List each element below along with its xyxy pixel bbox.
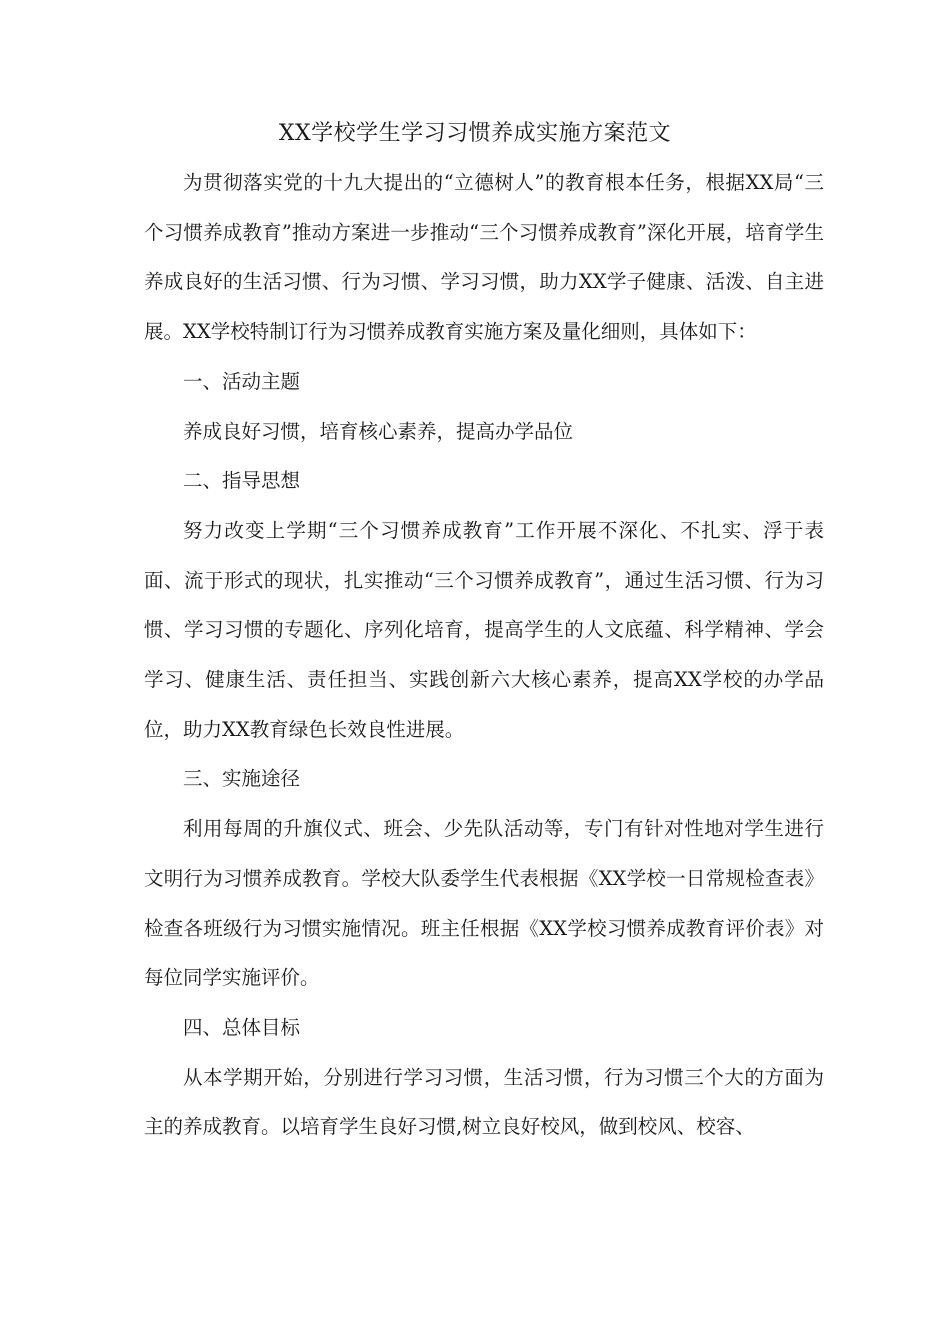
heading-implementation: 三、实施途径 [183, 767, 301, 791]
heading-guiding-thought: 二、指导思想 [183, 469, 301, 493]
heading-overall-goal: 四、总体目标 [183, 1015, 301, 1039]
paragraph-implementation: 利用每周的升旗仪式、班会、少先队活动等，专门有针对性地对学生进行文明行为习惯养成教育。学校大队委学生代表根据《XX学校一日常规检查表》检查各班级行为习惯实施情况。班主任根据《XX学校习惯养成教育评价表》对每位同学实施评价。 [144, 817, 824, 990]
document-body [144, 158, 824, 1152]
paragraph-activity-theme: 养成良好习惯，培育核心素养，提高办学品位 [183, 419, 574, 443]
paragraph-overall-goal: 从本学期开始，分别进行学习习惯，生活习惯，行为习惯三个大的方面为主的养成教育。以培育学生良好习惯,树立良好校风，做到校风、校容、 [144, 1065, 824, 1139]
document-title: XX学校学生学习习惯养成实施方案范文 [278, 121, 672, 146]
paragraph-guiding-thought: 努力改变上学期“三个习惯养成教育”工作开展不深化、不扎实、浮于表面、流于形式的现状，扎实推动“三个习惯养成教育”，通过生活习惯、行为习惯、学习习惯的专题化、序列化培育，提高学生的人文底蕴、科学精神、学会学习、健康生活、责任担当、实践创新六大核心素养，提高XX学校的办学品位，助力XX教育绿色长效良性进展。 [144, 518, 824, 741]
heading-activity-theme: 一、活动主题 [183, 369, 301, 393]
paragraph-intro: 为贯彻落实党的十九大提出的“立德树人”的教育根本任务，根据XX局“三个习惯养成教育”推动方案进一步推动“三个习惯养成教育”深化开展，培育学生养成良好的生活习惯、行为习惯、学习习惯，助力XX学子健康、活泼、自主进展。XX学校特制订行为习惯养成教育实施方案及量化细则，具体如下： [144, 171, 824, 344]
